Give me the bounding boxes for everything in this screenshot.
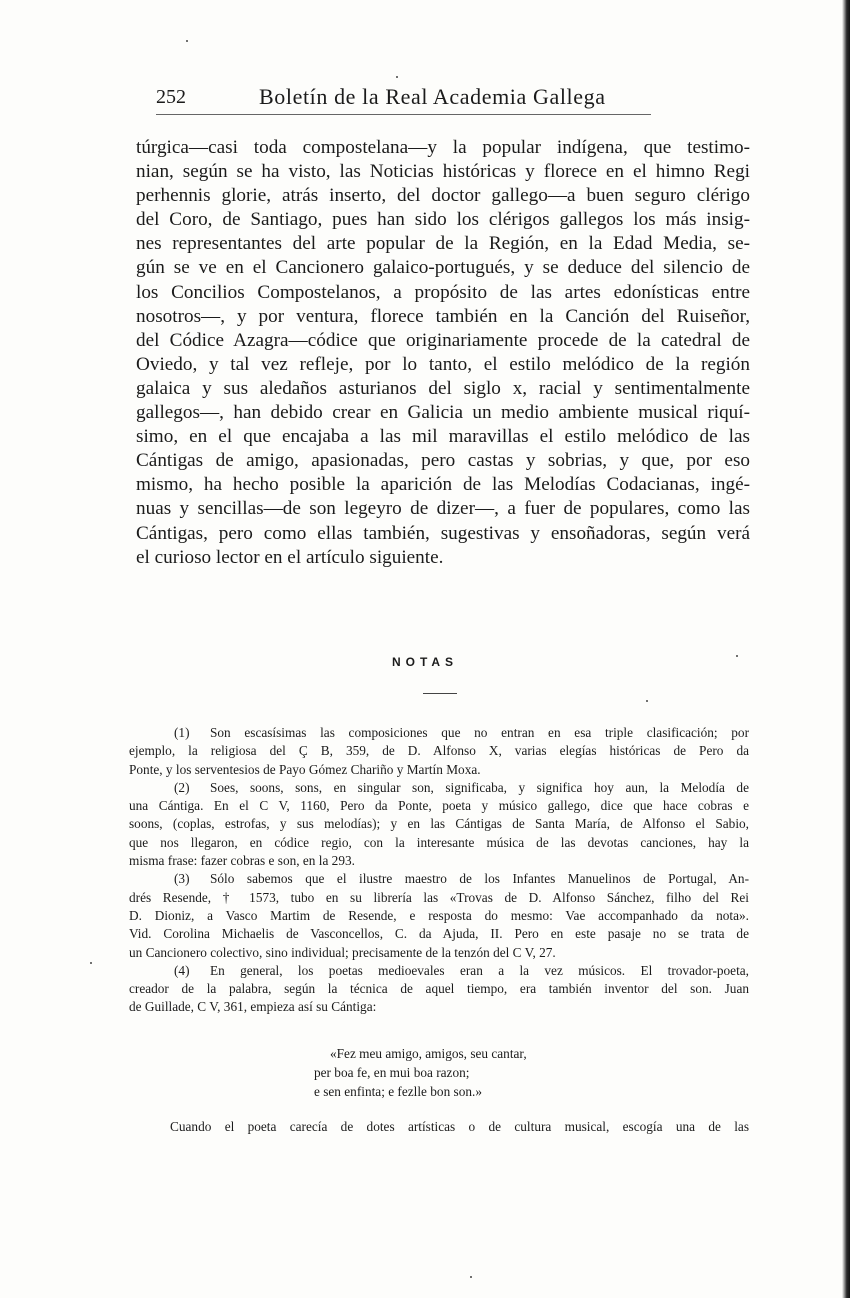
footnote-3 [129, 870, 749, 961]
page-number: 252 [156, 86, 186, 108]
body-line: Cántigas de amigo, apasionadas, pero castas y sobrias, y que, por eso [136, 450, 750, 472]
footnote-line: misma frase: fazer cobras e son, en la 293. [129, 853, 355, 869]
scan-speck [470, 1276, 472, 1278]
footnotes [129, 724, 749, 1017]
footnote-number: (3) [174, 871, 190, 887]
footnote-line: creador de la palabra, según la técnica de aquel tiempo, era también inventor del son. Juan [129, 981, 749, 997]
footnote-line: (4) En general, los poetas medioevales eran a la vez músicos. El trovador-poeta, [129, 962, 749, 980]
footnote-line: un Cancionero colectivo, sino individual; precisamente de la tenzón del C V, 27. [129, 944, 556, 960]
verse-line: per boa fe, en mui boa razon; [314, 1065, 470, 1080]
scan-speck [186, 40, 188, 42]
footnote-4 [129, 962, 749, 1017]
footnote-line: Ponte, y los serventesios de Payo Gómez Chariño y Martín Moxa. [129, 761, 481, 777]
body-line: Cántigas, pero como ellas también, sugestivas y ensoñadoras, según verá [136, 522, 750, 544]
scan-speck [736, 655, 738, 657]
footnote-line: soons, (coplas, estrofas, y sus melodías); y en las Cántigas de Santa María, de Alfonso el Sabio, [129, 816, 749, 832]
verse-line: «Fez meu amigo, amigos, seu cantar, [330, 1046, 527, 1061]
body-line: galaica y sus aledaños asturianos del siglo x, racial y sentimentalmente [136, 377, 750, 399]
footnote-line: ejemplo, la religiosa del Ç B, 359, de D. Alfonso X, varias elegías históricas de Pero da [129, 743, 749, 759]
notes-heading: NOTAS [391, 655, 459, 669]
body-line: perhennis glorie, atrás inserto, del doctor gallego—a buen seguro clérigo [136, 185, 750, 207]
footnote-line: D. Dioniz, a Vasco Martim de Resende, e resposta do mesmo: Vae accompanhado da nota». [129, 907, 749, 923]
footnote-number: (2) [174, 779, 190, 795]
body-line: del Códice Azagra—códice que originariamente procede de la catedral de [136, 329, 750, 351]
continuation-line: Cuando el poeta carecía de dotes artísticas o de cultura musical, escogía una de las [170, 1119, 749, 1134]
footnote-line: (3) Sólo sabemos que el ilustre maestro de los Infantes Manuelinos de Portugal, An- [129, 870, 749, 888]
continuation-paragraph [170, 1118, 749, 1136]
footnote-line: (1) Son escasísimas las composiciones que no entran en esa triple clasificación; por [129, 724, 749, 742]
verse-line: e sen enfinta; e fezlle bon son.» [314, 1084, 482, 1099]
body-line: gún se ve en el Cancionero galaico-portugués, y se deduce del silencio de [136, 257, 750, 279]
body-line: túrgica—casi toda compostelana—y la popular indígena, que testimo- [136, 137, 750, 158]
scan-speck [90, 962, 92, 964]
page-header [156, 86, 656, 116]
footnote-number: (1) [174, 725, 190, 740]
footnote-number: (4) [174, 962, 190, 978]
body-line: el curioso lector en el artículo siguiente. [136, 546, 444, 568]
scan-speck [646, 700, 648, 702]
body-line: nuas y sencillas—de son legeyro de dizer—, a fuer de populares, como las [136, 498, 750, 520]
header-rule [156, 114, 651, 115]
body-line: mismo, ha hecho posible la aparición de las Melodías Codacianas, ingé- [136, 474, 750, 496]
footnote-line: drés Resende, † 1573, tubo en su librería las «Trovas de D. Alfonso Sánchez, filho del Rei [129, 889, 749, 905]
footnote-line: (2) Soes, soons, sons, en singular son, significaba, y significa hoy aun, la Melodía de [129, 779, 749, 797]
body-line: nes representantes del arte popular de la Región, en la Edad Media, se- [136, 233, 750, 255]
footnote-line: de Guillade, C V, 361, empieza así su Cántiga: [129, 999, 377, 1015]
body-line: gallegos—, han debido crear en Galicia un medio ambiente musical riquí- [136, 402, 750, 424]
running-head: Boletín de la Real Academia Gallega [259, 84, 606, 109]
footnote-1 [129, 724, 749, 779]
body-line: los Concilios Compostelanos, a propósito de las artes edonísticas entre [136, 281, 750, 303]
footnote-2 [129, 779, 749, 870]
body-line: Oviedo, y tal vez refleje, por lo tanto, el estilo melódico de la región [136, 353, 750, 375]
body-line: nian, según se ha visto, las Noticias históricas y florece en el himno Regi [136, 161, 750, 183]
page-edge-shadow [842, 0, 850, 1298]
footnote-line: Vid. Corolina Michaelis de Vasconcellos, C. da Ajuda, II. Pero en este pasaje no se trata de [129, 926, 749, 942]
notes-rule [423, 693, 457, 694]
body-line: del Coro, de Santiago, pues han sido los clérigos gallegos los más insig- [136, 209, 750, 231]
footnote-line: que nos llegaron, en códice regio, con la interesante música de las devotas canciones, hay la [129, 834, 749, 850]
body-line: nosotros—, y por ventura, florece también en la Canción del Ruiseñor, [136, 305, 750, 327]
scan-speck [396, 76, 398, 78]
verse-quote [314, 1044, 527, 1101]
body-line: simo, en el que encajaba a las mil maravillas el estilo melódico de las [136, 426, 750, 448]
body-paragraph [136, 136, 750, 570]
footnote-line: una Cántiga. En el C V, 1160, Pero da Ponte, poeta y músico gallego, dice que hace cobras e [129, 798, 749, 814]
